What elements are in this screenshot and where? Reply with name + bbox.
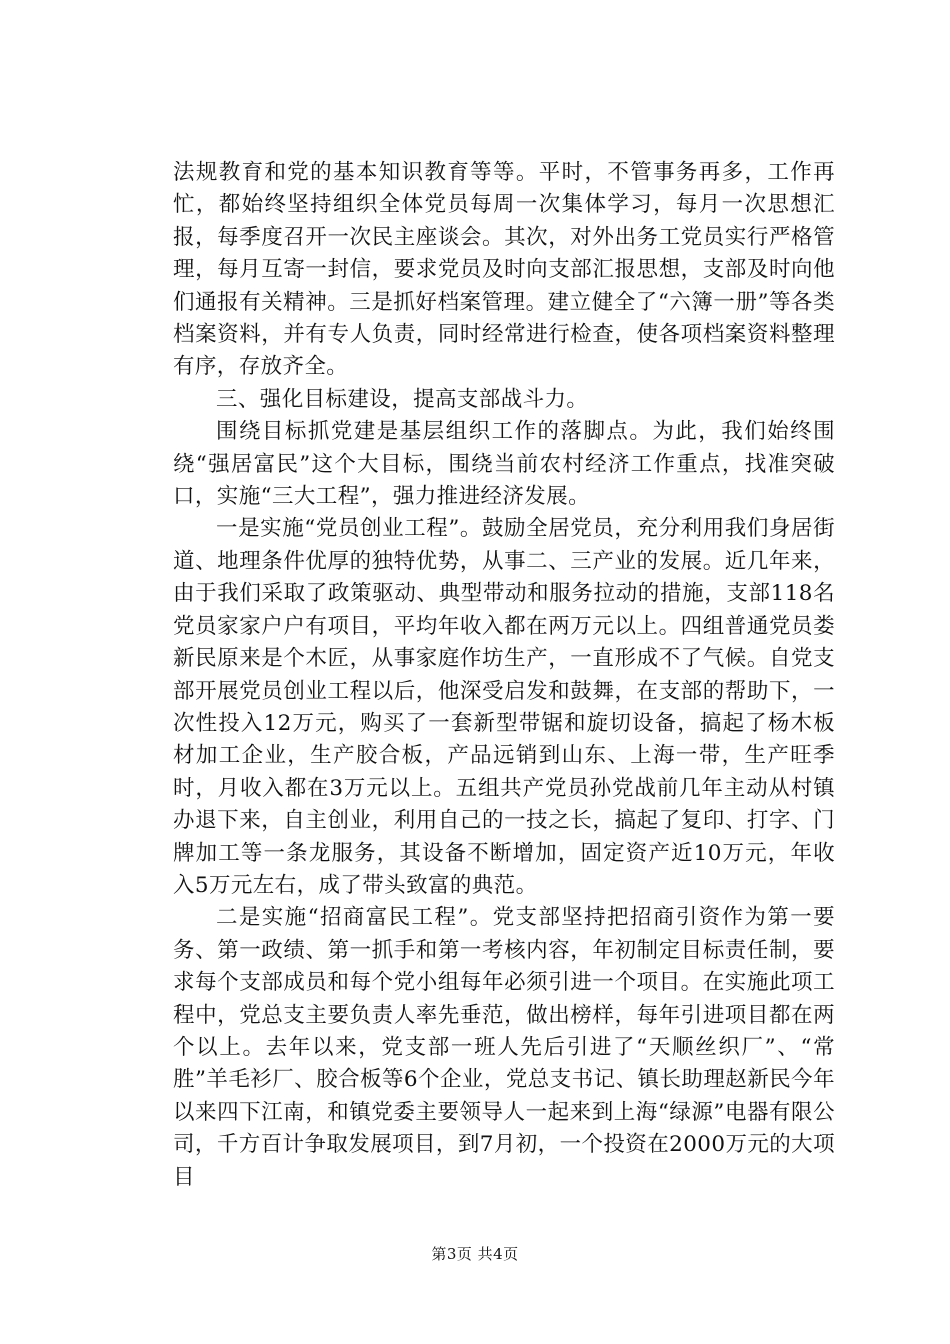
paragraph-continued: 法规教育和党的基本知识教育等等。平时，不管事务再多，工作再忙，都始终坚持组织全体党员每周一次集体学习，每月一次思想汇报，每季度召开一次民主座谈会。其次，对外出务工党员实行严格管理，每月互寄一封信，要求党员及时向支部汇报思想，支部及时向他们通报有关精神。三是抓好档案管理。建立健全了“六簿一册”等各类档案资料，并有专人负责，同时经常进行检查，使各项档案资料整理有序，存放齐全。 bbox=[173, 160, 835, 380]
paragraph: 围绕目标抓党建是基层组织工作的落脚点。为此，我们始终围绕“强居富民”这个大目标，围绕当前农村经济工作重点，找准突破口，实施“三大工程”，强力推进经济发展。 bbox=[173, 419, 835, 510]
paragraph: 二是实施“招商富民工程”。党支部坚持把招商引资作为第一要务、第一政绩、第一抓手和第一考核内容，年初制定目标责任制，要求每个支部成员和每个党小组每年必须引进一个项目。在实施此项工程中，党总支主要负责人率先垂范，做出榜样，每年引进项目都在两个以上。去年以来，党支部一班人先后引进了“天顺丝织厂”、“常胜”羊毛衫厂、胶合板等6个企业，党总支书记、镇长助理赵新民今年以来四下江南，和镇党委主要领导人一起来到上海“绿源”电器有限公司，千方百计争取发展项目，到7月初，一个投资在2000万元的大项目 bbox=[173, 905, 835, 1190]
document-body bbox=[173, 157, 835, 1194]
section-heading: 三、强化目标建设，提高支部战斗力。 bbox=[216, 386, 589, 412]
paragraph: 一是实施“党员创业工程”。鼓励全居党员，充分利用我们身居街道、地理条件优厚的独特优势，从事二、三产业的发展。近几年来，由于我们采取了政策驱动、典型带动和服务拉动的措施，支部118名党员家家户户有项目，平均年收入都在两万元以上。四组普通党员娄新民原来是个木匠，从事家庭作坊生产，一直形成不了气候。自党支部开展党员创业工程以后，他深受启发和鼓舞，在支部的帮助下，一次性投入12万元，购买了一套新型带锯和旋切设备，搞起了杨木板材加工企业，生产胶合板，产品远销到山东、上海一带，生产旺季时，月收入都在3万元以上。五组共产党员孙党战前几年主动从村镇办退下来，自主创业，利用自己的一技之长，搞起了复印、打字、门牌加工等一条龙服务，其设备不断增加，固定资产近10万元，年收入5万元左右，成了带头致富的典范。 bbox=[173, 516, 835, 898]
page-number-footer: 第3页 共4页 bbox=[431, 1245, 519, 1263]
